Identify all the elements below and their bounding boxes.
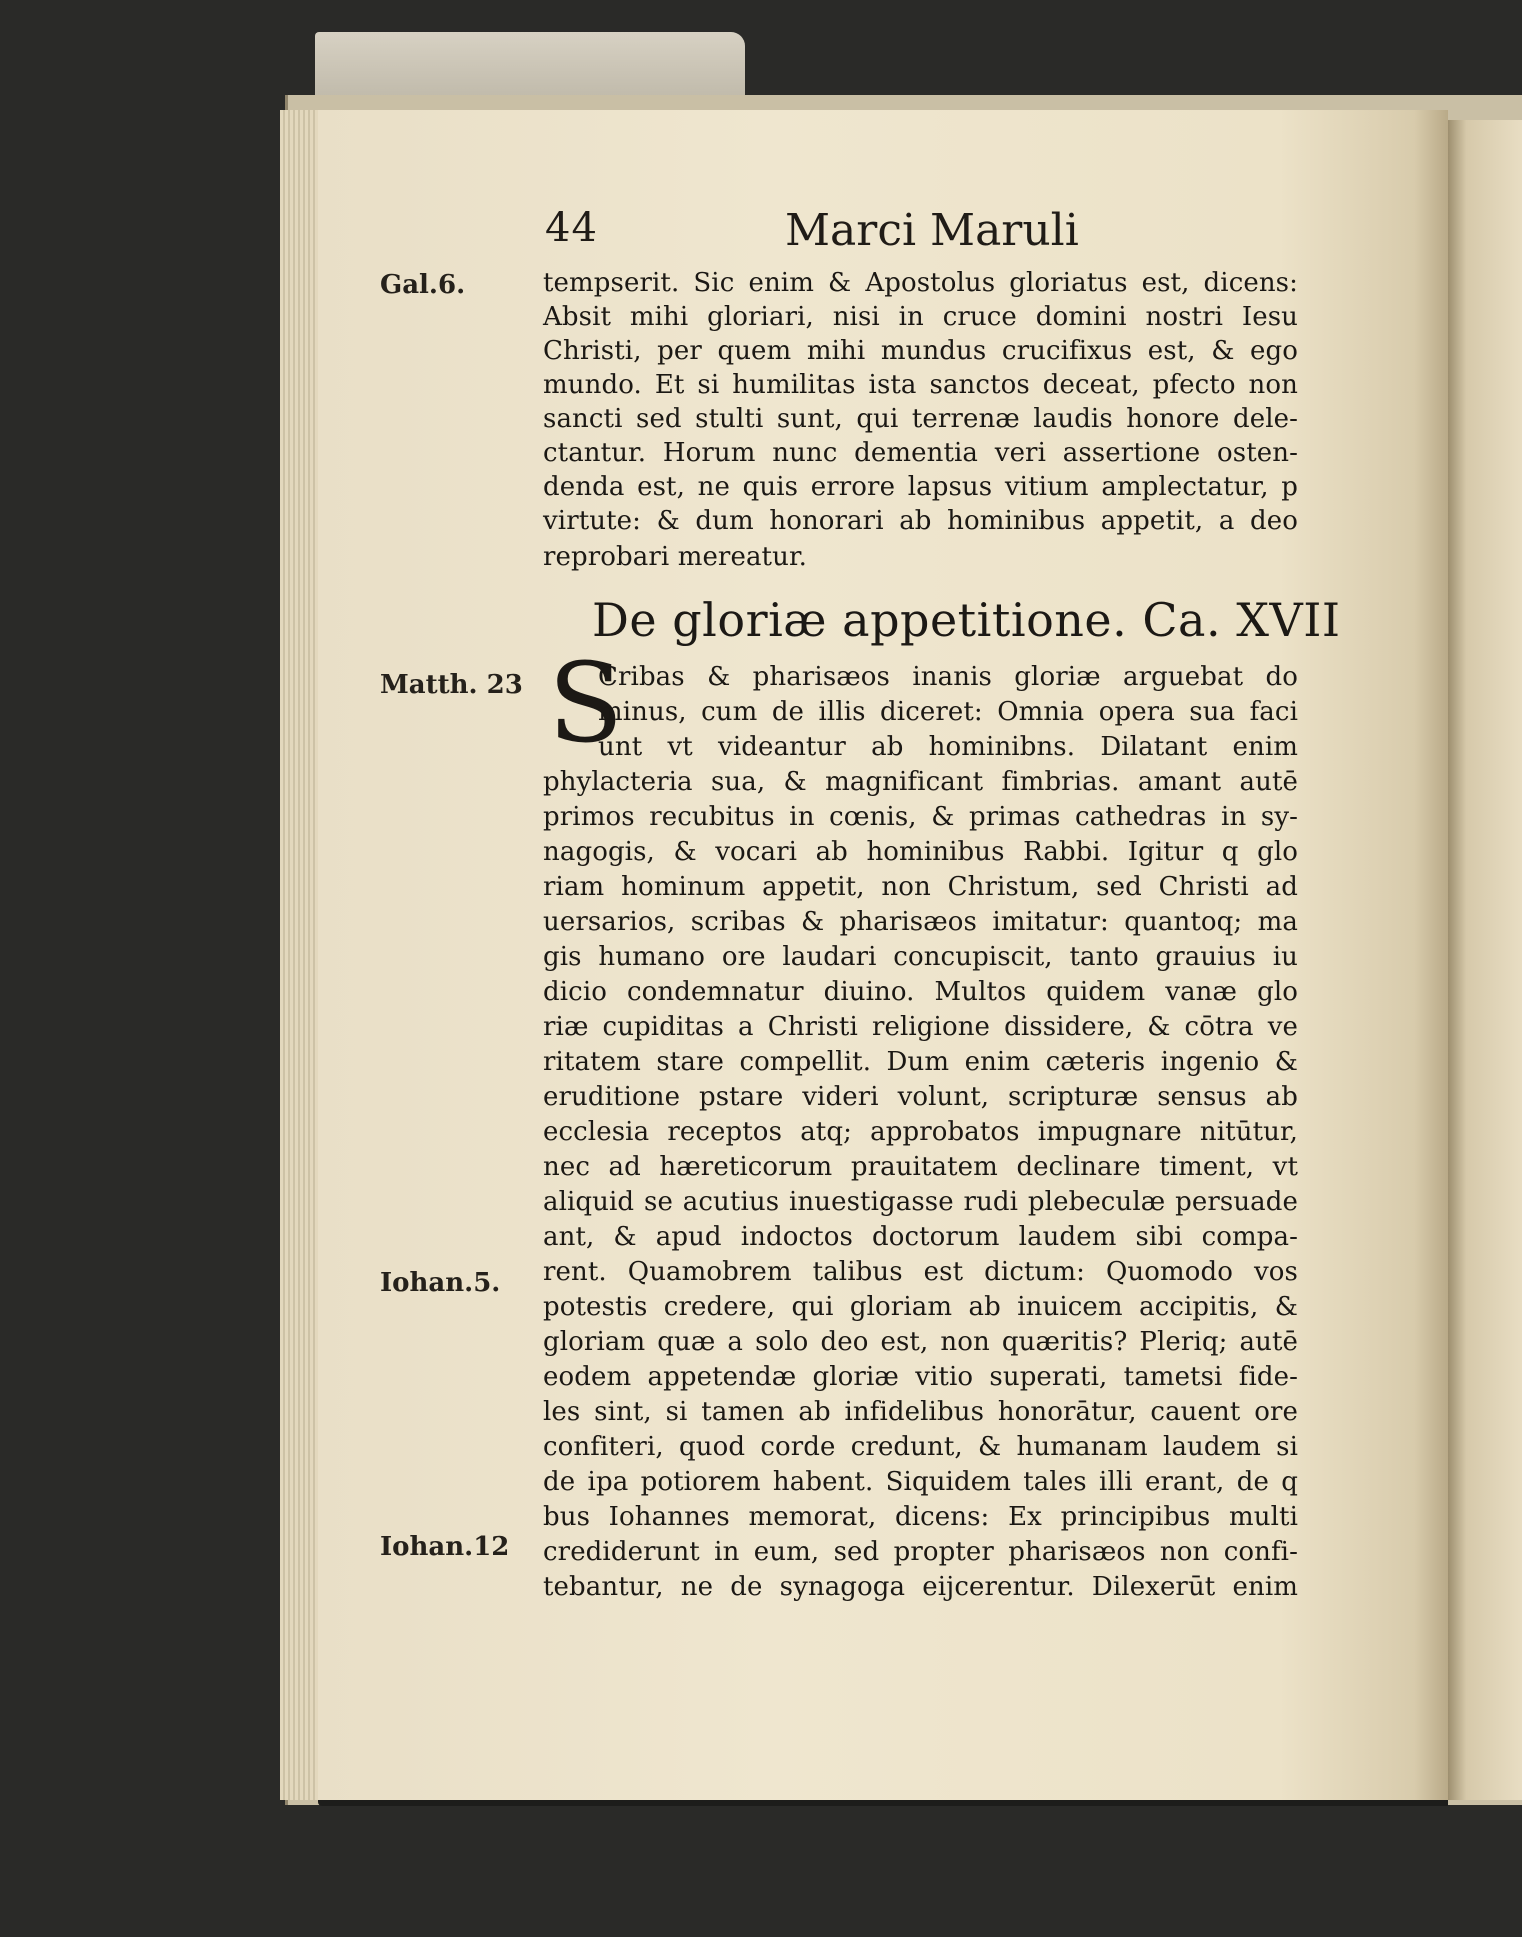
text-line: virtute: & dum honorari ab hominibus appetit, a deo <box>543 506 1298 536</box>
margin-note-matth: Matth. 23 <box>380 670 523 700</box>
margin-note-iohan-12: Iohan.12 <box>380 1532 510 1562</box>
text-line: phylacteria sua, & magnificant fimbrias. amant autē <box>543 767 1298 797</box>
page-number: 44 <box>545 205 598 251</box>
text-line: mundo. Et si humilitas ista sanctos deceat, pfecto non <box>543 370 1298 400</box>
text-line: de ipa potiorem habent. Siquidem tales illi erant, de q <box>543 1467 1298 1497</box>
text-line: rent. Quamobrem talibus est dictum: Quomodo vos <box>543 1257 1298 1287</box>
text-line: uersarios, scribas & pharisæos imitatur: quantoq; ma <box>543 907 1298 937</box>
text-line: tebantur, ne de synagoga eijcerentur. Dilexerūt enim <box>543 1572 1298 1602</box>
drop-cap: S <box>548 639 624 767</box>
text-line: sancti sed stulti sunt, qui terrenæ laudis honore dele- <box>543 404 1298 434</box>
text-line: unt vt videantur ab hominibns. Dilatant enim <box>598 732 1298 762</box>
chapter-heading: De gloriæ appetitione. Ca. XVII <box>592 593 1341 647</box>
text-line: bus Iohannes memorat, dicens: Ex principibus multi <box>543 1502 1298 1532</box>
page-edges <box>280 110 320 1800</box>
text-line: crediderunt in eum, sed propter pharisæos non confi- <box>543 1537 1298 1567</box>
text-line: nec ad hæreticorum prauitatem declinare timent, vt <box>543 1152 1298 1182</box>
text-line: potestis credere, qui gloriam ab inuicem accipitis, & <box>543 1292 1298 1322</box>
text-line: ritatem stare compellit. Dum enim cæteris ingenio & <box>543 1047 1298 1077</box>
text-line: ant, & apud indoctos doctorum laudem sibi compa- <box>543 1222 1298 1252</box>
text-line: gloriam quæ a solo deo est, non quæritis? Pleriq; autē <box>543 1327 1298 1357</box>
text-line: reprobari mereatur. <box>543 542 807 572</box>
text-line: aliquid se acutius inuestigasse rudi plebeculæ persuade <box>543 1187 1298 1217</box>
text-line: primos recubitus in cœnis, & primas cathedras in sy- <box>543 802 1298 832</box>
text-line: Cribas & pharisæos inanis gloriæ arguebat do <box>598 662 1298 692</box>
margin-note-iohan-5: Iohan.5. <box>380 1268 501 1298</box>
right-page-edge <box>1448 120 1522 1800</box>
text-line: dicio condemnatur diuino. Multos quidem vanæ glo <box>543 977 1298 1007</box>
text-line: tempserit. Sic enim & Apostolus gloriatus est, dicens: <box>543 268 1298 298</box>
text-line: ecclesia receptos atq; approbatos impugnare nitūtur, <box>543 1117 1298 1147</box>
text-line: gis humano ore laudari concupiscit, tanto grauius iu <box>543 942 1298 972</box>
text-line: Christi, per quem mihi mundus crucifixus est, & ego <box>543 336 1298 366</box>
text-line: eruditione pstare videri volunt, scripturæ sensus ab <box>543 1082 1298 1112</box>
text-line: denda est, ne quis errore lapsus vitium amplectatur, p <box>543 472 1298 502</box>
text-line: minus, cum de illis diceret: Omnia opera sua faci <box>598 697 1298 727</box>
text-line: nagogis, & vocari ab hominibus Rabbi. Igitur q glo <box>543 837 1298 867</box>
text-line: riam hominum appetit, non Christum, sed Christi ad <box>543 872 1298 902</box>
text-line: Absit mihi gloriari, nisi in cruce domini nostri Iesu <box>543 302 1298 332</box>
text-line: ctantur. Horum nunc dementia veri assertione osten- <box>543 438 1298 468</box>
running-title: Marci Maruli <box>785 205 1079 256</box>
text-line: les sint, si tamen ab infidelibus honorātur, cauent ore <box>543 1397 1298 1427</box>
margin-note-gal: Gal.6. <box>380 270 466 300</box>
text-line: riæ cupiditas a Christi religione dissidere, & cōtra ve <box>543 1012 1298 1042</box>
text-line: confiteri, quod corde credunt, & humanam laudem si <box>543 1432 1298 1462</box>
text-line: eodem appetendæ gloriæ vitio superati, tametsi fide- <box>543 1362 1298 1392</box>
